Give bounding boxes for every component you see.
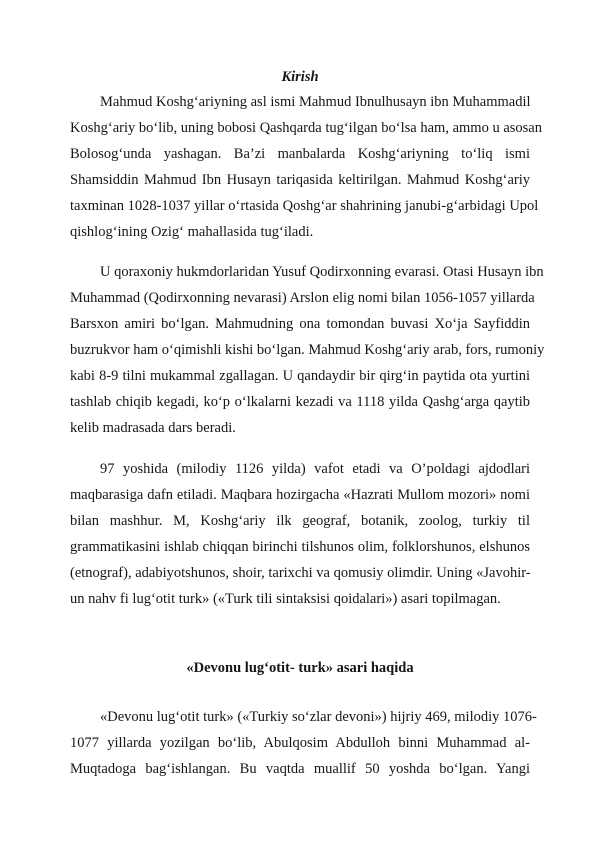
paragraph-line: U qoraxoniy hukmdorlaridan Yusuf Qodirxonning evarasi. Otasi Husayn ibn	[100, 264, 544, 280]
paragraph-line: Mahmud Koshg‘ariyning asl ismi Mahmud Ibnulhusayn ibn Muhammadil	[100, 94, 531, 110]
section-title: «Devonu lug‘otit- turk» asari haqida	[186, 660, 414, 676]
paragraph-1	[70, 89, 542, 245]
paragraph-line: maqbarasiga dafn etiladi. Maqbara hozirgacha «Hazrati Mullom mozori» nomi	[70, 487, 530, 503]
paragraph-2	[70, 259, 545, 441]
paragraph-line: Muqtadoga bag‘ishlangan. Bu vaqtda muallif 50 yoshda bo‘lgan. Yangi	[70, 761, 530, 777]
paragraph-line: Koshg‘ariy bo‘lib, uning bobosi Qashqarda tug‘ilgan bo‘lsa ham, ammo u asosan	[70, 120, 542, 136]
paragraph-line: (etnograf), adabiyotshunos, shoir, tarixchi va qomusiy olimdir. Uning «Javohir-	[70, 565, 531, 581]
paragraph-line: Shamsiddin Mahmud Ibn Husayn tariqasida keltirilgan. Mahmud Koshg‘ariy	[70, 172, 530, 188]
paragraph-3	[70, 456, 530, 612]
paragraph-line: un nahv fi lug‘otit turk» («Turk tili sintaksisi qoidalari») asari topilmagan.	[70, 591, 501, 607]
paragraph-line: tashlab chiqib kegadi, ko‘p o‘lkalarni kezadi va 1118 yilda Qashg‘arga qaytib	[70, 394, 530, 410]
paragraph-line: taxminan 1028-1037 yillar o‘rtasida Qoshg‘ar shahrining janubi-g‘arbidagi Upol	[70, 198, 539, 214]
paragraph-line: kabi 8-9 tilni mukammal zgallagan. U qandaydir bir qirg‘in paytida ota yurtini	[70, 368, 530, 384]
paragraph-line: Bolosog‘unda yashagan. Ba’zi manbalarda Koshg‘ariyning to‘liq ismi	[70, 146, 530, 162]
paragraph-line: «Devonu lug‘otit turk» («Turkiy so‘zlar devoni») hijriy 469, milodiy 1076-	[100, 709, 537, 725]
paragraph-line: 1077 yillarda yozilgan bo‘lib, Abulqosim Abdulloh binni Muhammad al-	[70, 735, 530, 751]
paragraph-line: bilan mashhur. M, Koshg‘ariy ilk geograf, botanik, zoolog, turkiy til	[70, 513, 530, 529]
paragraph-line: Barsxon amiri bo‘lgan. Mahmudning ona tomondan buvasi Xo‘ja Sayfiddin	[70, 316, 530, 332]
paragraph-line: Muhammad (Qodirxonning nevarasi) Arslon elig nomi bilan 1056-1057 yillarda	[70, 290, 535, 306]
paragraph-line: qishlog‘ining Ozig‘ mahallasida tug‘iladi.	[70, 224, 314, 240]
page-title: Kirish	[281, 69, 319, 85]
paragraph-line: grammatikasini ishlab chiqqan birinchi tilshunos olim, folklorshunos, elshunos	[70, 539, 530, 555]
paragraph-line: 97 yoshida (milodiy 1126 yilda) vafot etadi va O’poldagi ajdodlari	[100, 461, 530, 477]
paragraph-line: kelib madrasada dars beradi.	[70, 420, 236, 436]
paragraph-4	[70, 704, 537, 782]
paragraph-line: buzrukvor ham o‘qimishli kishi bo‘lgan. Mahmud Koshg‘ariy arab, fors, rumoniy	[70, 342, 545, 358]
